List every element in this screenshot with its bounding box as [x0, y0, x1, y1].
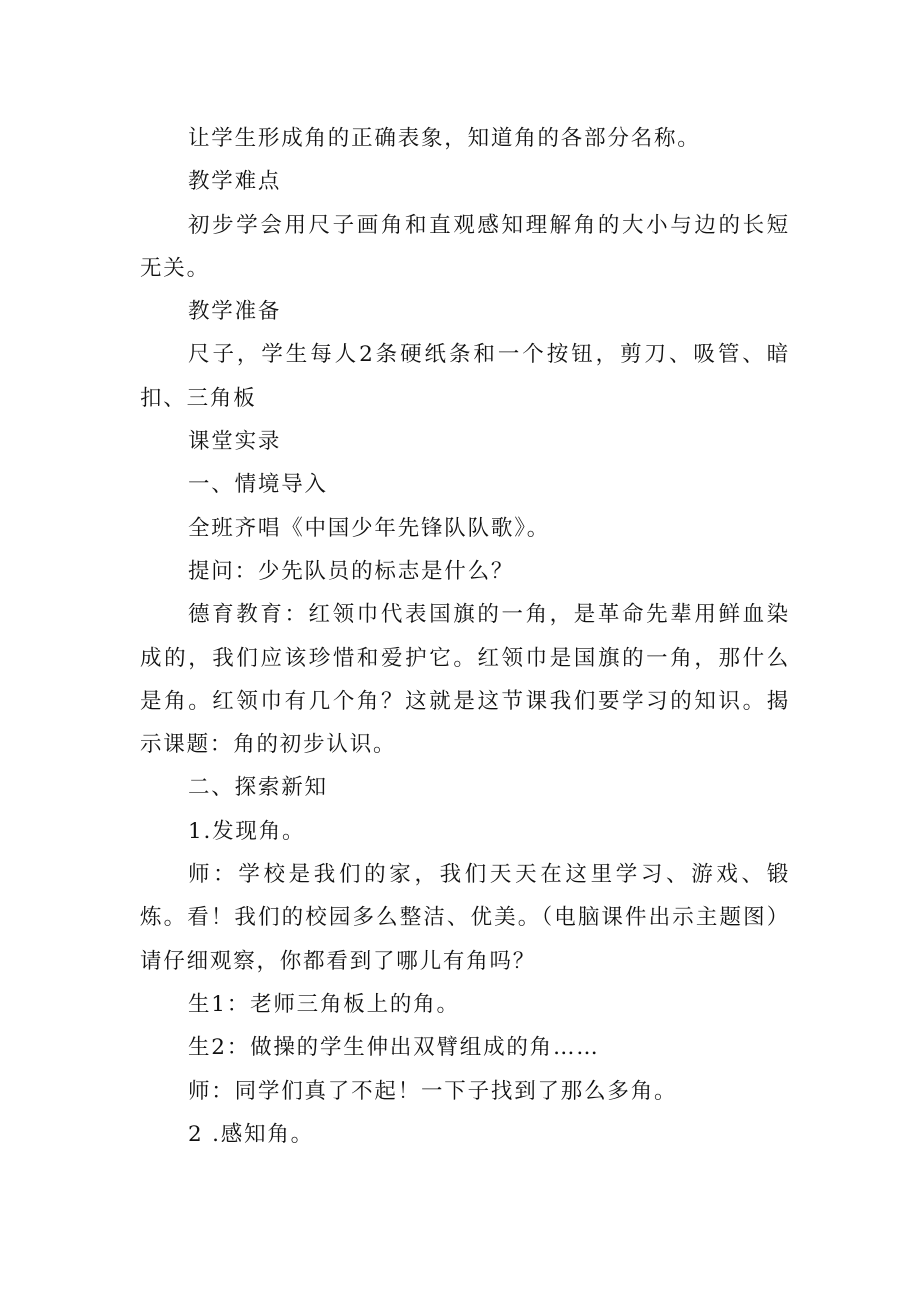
paragraph-student-2: 生2：做操的学生伸出双臂组成的角…… [188, 1035, 600, 1061]
paragraph-difficulty: 初步学会用尺子画角和直观感知理解角的大小与边的长短无关。 [140, 212, 790, 281]
paragraph-teacher-praise: 师：同学们真了不起！一下子找到了那么多角。 [188, 1078, 678, 1104]
heading-difficulty: 教学难点 [188, 169, 282, 195]
paragraph-preparation: 尺子，学生每人2条硬纸条和一个按钮，剪刀、吸管、暗扣、三角板 [140, 342, 790, 411]
step-discover-angle: 1.发现角。 [188, 818, 306, 844]
paragraph-sing: 全班齐唱《中国少年先锋队队歌》。 [188, 515, 551, 541]
section-intro-heading: 一、情境导入 [188, 472, 328, 498]
paragraph-student-1: 生1：老师三角板上的角。 [188, 991, 460, 1017]
document-body [140, 117, 790, 1156]
paragraph-moral-education: 德育教育：红领巾代表国旗的一角，是革命先辈用鲜血染成的，我们应该珍惜和爱护它。红领巾是国旗的一角，那什么是角。红领巾有几个角？这就是这节课我们要学习的知识。揭示课题：角的初步认识。 [140, 602, 790, 758]
paragraph-question: 提问：少先队员的标志是什么？ [188, 558, 515, 584]
heading-classroom-record: 课堂实录 [188, 429, 282, 455]
step-perceive-angle: 2 .感知角。 [188, 1121, 314, 1147]
section-explore-heading: 二、探索新知 [188, 775, 328, 801]
heading-preparation: 教学准备 [188, 299, 282, 325]
paragraph-teacher-school: 师：学校是我们的家，我们天天在这里学习、游戏、锻炼。看！我们的校园多么整洁、优美。（电脑课件出示主题图）请仔细观察，你都看到了哪儿有角吗？ [140, 862, 790, 974]
paragraph-objective: 让学生形成角的正确表象，知道角的各部分名称。 [188, 126, 701, 151]
